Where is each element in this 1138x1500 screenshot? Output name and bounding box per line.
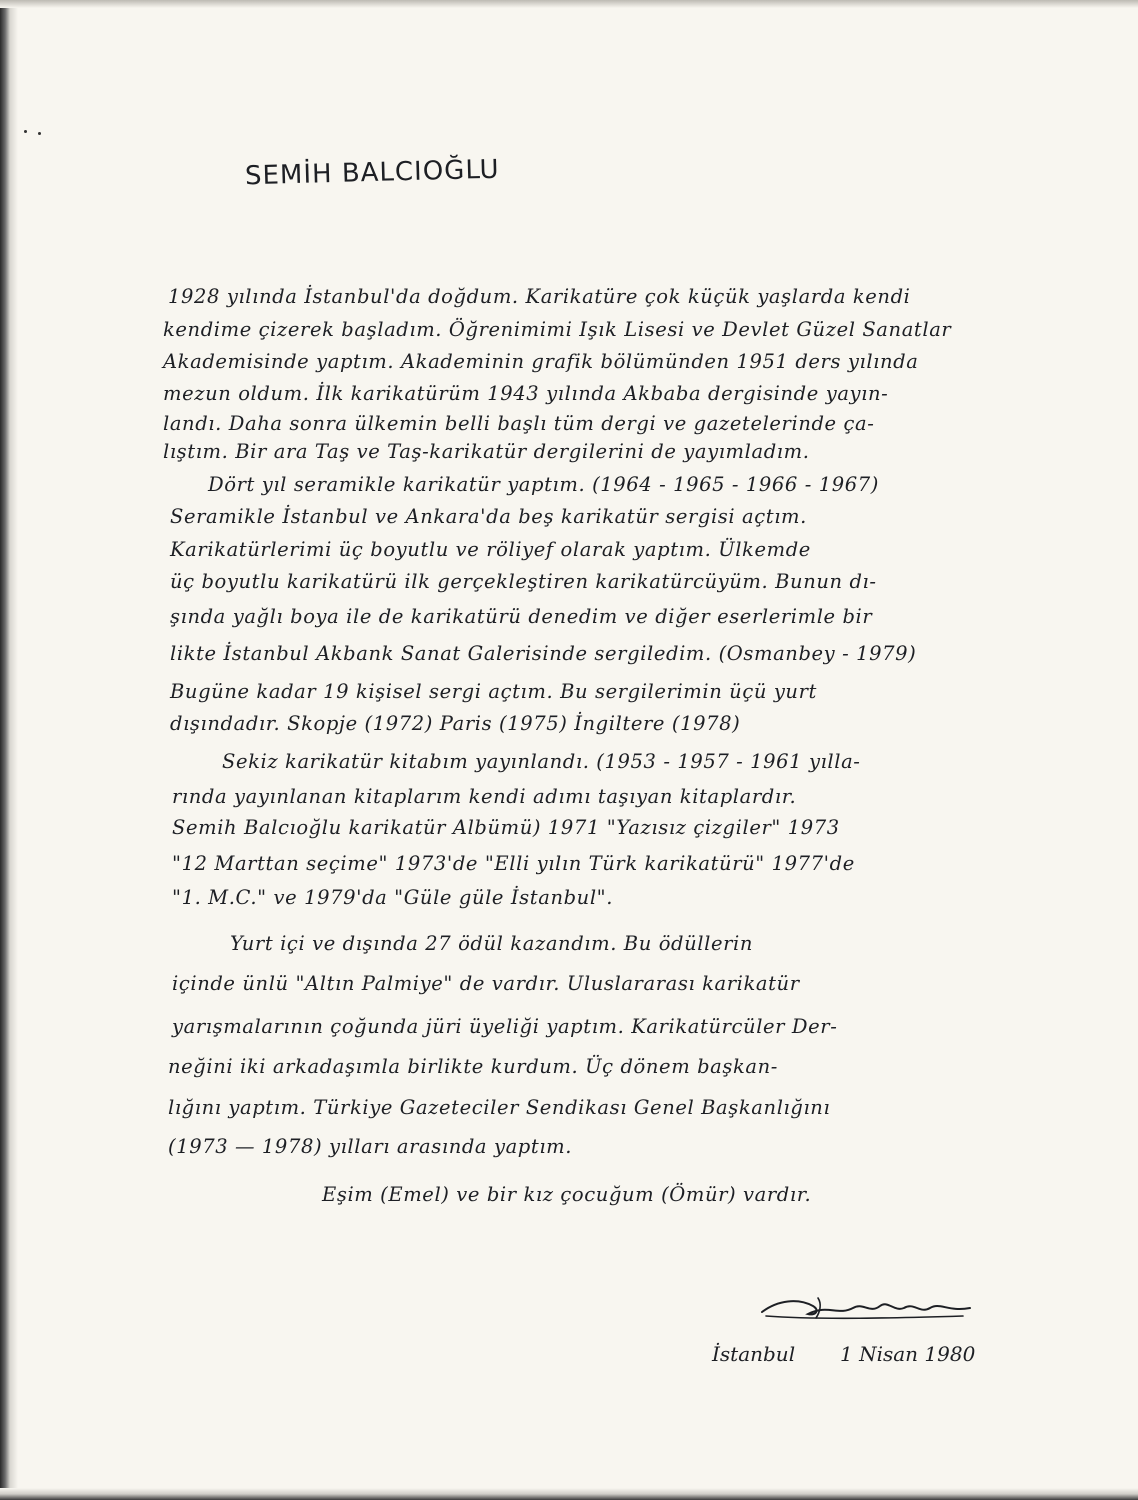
text-line: likte İstanbul Akbank Sanat Galerisinde sergiledim. (Osmanbey - 1979)	[170, 642, 917, 665]
scan-speck	[38, 132, 41, 135]
text-line: neğini iki arkadaşımla birlikte kurdum. Üç dönem başkan-	[168, 1055, 778, 1078]
text-line: Seramikle İstanbul ve Ankara'da beş karikatür sergisi açtım.	[170, 505, 807, 528]
text-line: yarışmalarının çoğunda jüri üyeliği yaptım. Karikatürcüler Der-	[172, 1015, 838, 1038]
place: İstanbul	[712, 1342, 796, 1366]
scan-edge-top	[0, 0, 1138, 8]
text-line: Sekiz karikatür kitabım yayınlandı. (1953 - 1957 - 1961 yılla-	[222, 750, 861, 773]
text-line: Karikatürlerimi üç boyutlu ve röliyef olarak yaptım. Ülkemde	[170, 538, 811, 561]
text-line: Eşim (Emel) ve bir kız çocuğum (Ömür) vardır.	[322, 1183, 812, 1206]
text-line: lıştım. Bir ara Taş ve Taş-karikatür dergilerini de yayımladım.	[163, 440, 810, 463]
handwritten-signature	[758, 1290, 973, 1326]
text-line: Akademisinde yaptım. Akademinin grafik bölümünden 1951 ders yılında	[163, 350, 919, 373]
text-line: Dört yıl seramikle karikatür yaptım. (1964 - 1965 - 1966 - 1967)	[208, 473, 879, 496]
text-line: lığını yaptım. Türkiye Gazeteciler Sendikası Genel Başkanlığını	[168, 1096, 831, 1119]
scan-edge-left	[0, 0, 18, 1500]
text-line: Yurt içi ve dışında 27 ödül kazandım. Bu ödüllerin	[230, 932, 754, 955]
text-line: landı. Daha sonra ülkemin belli başlı tüm dergi ve gazetelerinde ça-	[163, 412, 875, 435]
text-line: dışındadır. Skopje (1972) Paris (1975) İngiltere (1978)	[170, 712, 741, 735]
text-line: üç boyutlu karikatürü ilk gerçekleştiren karikatürcüyüm. Bunun dı-	[170, 570, 877, 593]
document-heading: SEMİH BALCIOĞLU	[244, 154, 500, 192]
text-line: mezun oldum. İlk karikatürüm 1943 yılında Akbaba dergisinde yayın-	[163, 382, 889, 405]
text-line: Semih Balcıoğlu karikatür Albümü) 1971 "Yazısız çizgiler" 1973	[172, 816, 840, 839]
text-line: (1973 — 1978) yılları arasında yaptım.	[168, 1135, 573, 1158]
text-line: "1. M.C." ve 1979'da "Güle güle İstanbul".	[172, 886, 614, 909]
text-line: kendime çizerek başladım. Öğrenimimi Işık Lisesi ve Devlet Güzel Sanatlar	[163, 318, 952, 341]
text-line: 1928 yılında İstanbul'da doğdum. Karikatüre çok küçük yaşlarda kendi	[168, 285, 911, 308]
text-line: şında yağlı boya ile de karikatürü denedim ve diğer eserlerimle bir	[170, 605, 873, 628]
scan-edge-bottom	[0, 1488, 1138, 1500]
scan-speck	[24, 130, 27, 133]
text-line: rında yayınlanan kitaplarım kendi adımı taşıyan kitaplardır.	[172, 785, 797, 808]
text-line: içinde ünlü "Altın Palmiye" de vardır. Uluslararası karikatür	[172, 972, 800, 995]
text-line: Bugüne kadar 19 kişisel sergi açtım. Bu sergilerimin üçü yurt	[170, 680, 817, 703]
text-line: "12 Marttan seçime" 1973'de "Elli yılın Türk karikatürü" 1977'de	[172, 852, 855, 875]
date: 1 Nisan 1980	[840, 1342, 976, 1366]
